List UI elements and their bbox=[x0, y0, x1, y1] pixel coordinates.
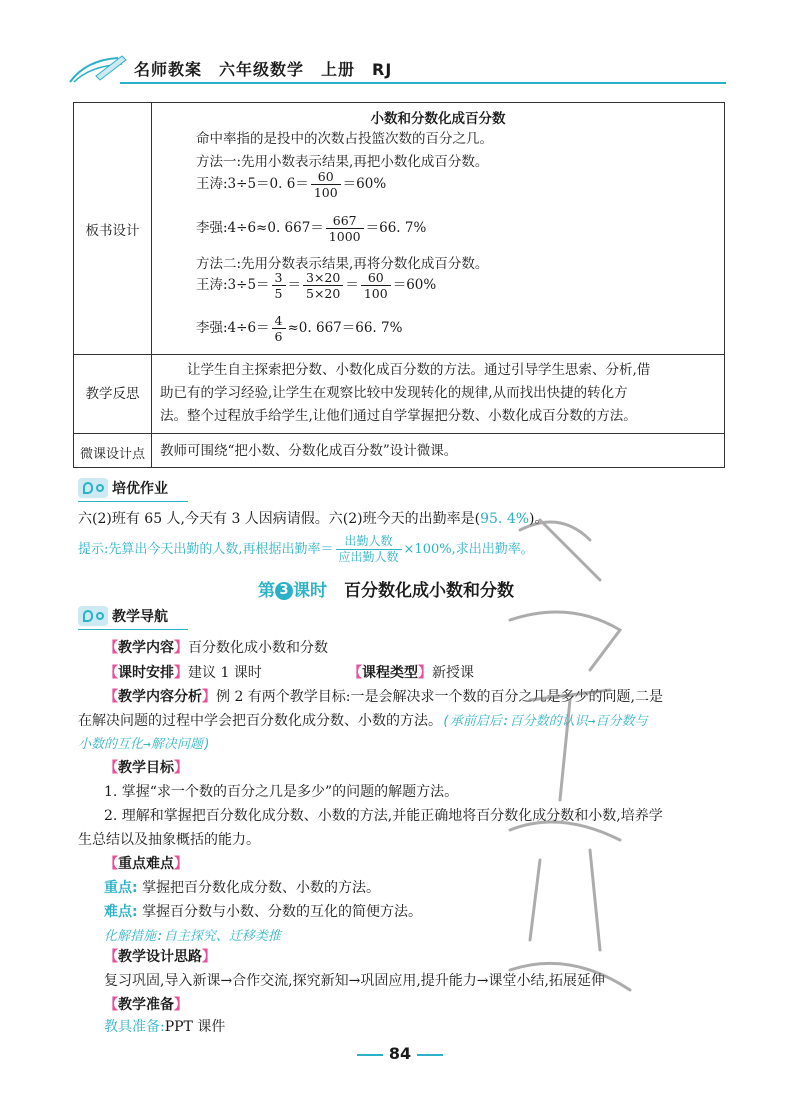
equation-text: ＝60% bbox=[392, 277, 437, 293]
hard-point bbox=[104, 901, 422, 921]
prep-text bbox=[104, 1016, 225, 1036]
fraction-numerator: 667 bbox=[326, 213, 364, 229]
homework-heading bbox=[78, 478, 188, 500]
fraction-denominator: 5×20 bbox=[306, 286, 341, 301]
label-bracket: 【教学内容分析】 bbox=[104, 689, 216, 705]
label-bracket: 【重点难点】 bbox=[104, 856, 188, 872]
fraction bbox=[303, 270, 343, 301]
label-text: 教学内容 bbox=[118, 640, 174, 656]
reflection-line: 法。整个过程放手给学生,让他们通过自学掌握把分数、小数化成百分数的方法。 bbox=[160, 408, 637, 424]
label-text: 教学目标 bbox=[118, 760, 174, 776]
equation-text: 李强:4÷6≈0. 667＝ bbox=[196, 220, 324, 236]
heading-underline bbox=[78, 629, 188, 630]
guide-heading bbox=[78, 606, 188, 628]
page-number-dash bbox=[357, 1054, 383, 1056]
reflection-text bbox=[160, 359, 714, 428]
handwritten-note: 小数的互化→解决问题) bbox=[78, 737, 211, 752]
label-bracket: 【教学准备】 bbox=[104, 997, 188, 1013]
reflection-line: 让学生自主探索把分数、小数化成百分数的方法。通过引导学生思索、分析,借 bbox=[160, 362, 651, 378]
question-text: )。 bbox=[529, 511, 549, 527]
handwritten-note: (承前启后:百分数的认识→百分数与 bbox=[442, 714, 648, 729]
value-text: 百分数化成小数和分数 bbox=[188, 640, 328, 656]
lesson-table bbox=[73, 102, 725, 468]
key-tag: 重点: bbox=[104, 880, 138, 896]
board-equation bbox=[196, 169, 386, 200]
value-text: 掌握把百分数化成分数、小数的方法。 bbox=[142, 880, 381, 896]
fraction-denominator: 5 bbox=[274, 286, 283, 301]
fraction bbox=[326, 213, 364, 244]
label-text: 教学内容分析 bbox=[118, 689, 202, 705]
table-row-divider bbox=[74, 433, 724, 434]
label-text: 教学设计思路 bbox=[118, 949, 202, 965]
value-text: 掌握百分数与小数、分数的互化的简便方法。 bbox=[142, 904, 423, 920]
fraction-numerator: 3 bbox=[272, 270, 286, 286]
micro-label: 微课设计点 bbox=[79, 447, 145, 462]
label-bracket: 【课程类型】 bbox=[348, 665, 432, 681]
label-text: 重点难点 bbox=[118, 856, 174, 872]
pin-icon bbox=[78, 606, 108, 626]
value-text: PPT 课件 bbox=[164, 1019, 226, 1035]
value-text: 建议 1 课时 bbox=[188, 665, 262, 681]
header-divider bbox=[120, 82, 726, 84]
value-text: 新授课 bbox=[432, 665, 474, 681]
table-column-divider bbox=[151, 103, 152, 467]
lesson-prefix: 第 bbox=[258, 581, 275, 601]
page-number-text: 84 bbox=[388, 1044, 412, 1063]
guide-hours bbox=[104, 662, 262, 682]
fraction-numerator: 60 bbox=[361, 270, 391, 286]
homework-heading-text: 培优作业 bbox=[112, 481, 168, 497]
fraction bbox=[272, 313, 286, 344]
board-equation bbox=[196, 313, 402, 344]
design-heading bbox=[104, 946, 216, 966]
homework-hint bbox=[78, 534, 534, 565]
question-text: 六(2)班有 65 人,今天有 3 人因病请假。六(2)班今天的出勤率是( bbox=[78, 511, 481, 527]
lesson-name: 百分数化成小数和分数 bbox=[344, 581, 514, 601]
equation-text: ≈0. 667＝66. 7% bbox=[287, 320, 403, 336]
label-text: 教学准备 bbox=[118, 997, 174, 1013]
hint-text: 提示:先算出今天出勤的人数,再根据出勤率＝ bbox=[78, 542, 334, 557]
homework-answer: 95. 4% bbox=[480, 511, 530, 527]
equation-text: 王涛:3÷5＝0. 6＝ bbox=[196, 176, 309, 192]
guide-content bbox=[104, 637, 328, 657]
goal-item: 1. 掌握“求一个数的百分之几是多少”的问题的解题方法。 bbox=[104, 784, 459, 800]
value-text: 在解决问题的过程中学会把百分数化成分数、小数的方法。 bbox=[78, 713, 442, 729]
label-bracket: 【课时安排】 bbox=[104, 665, 188, 681]
guide-heading-text: 教学导航 bbox=[112, 609, 168, 625]
fraction-numerator: 3×20 bbox=[303, 270, 343, 286]
label-text: 课程类型 bbox=[362, 665, 418, 681]
equation-text: 王涛:3÷5＝ bbox=[196, 277, 270, 293]
fraction bbox=[336, 534, 402, 565]
equation-text: 李强:4÷6＝ bbox=[196, 320, 270, 336]
prep-tag: 教具准备: bbox=[104, 1019, 165, 1035]
heading-underline bbox=[78, 501, 188, 502]
handwritten-note: 化解措施:自主探究、迁移类推 bbox=[104, 929, 281, 944]
board-label: 板书设计 bbox=[85, 223, 140, 239]
label-bracket: 【教学目标】 bbox=[104, 760, 188, 776]
table-row-divider bbox=[74, 354, 724, 355]
equation-text: ＝66. 7% bbox=[365, 220, 427, 236]
fraction-denominator: 6 bbox=[274, 329, 283, 344]
fraction-denominator: 1000 bbox=[328, 229, 361, 244]
pin-icon bbox=[78, 478, 108, 498]
goals-heading bbox=[104, 757, 188, 777]
page-number bbox=[0, 1044, 800, 1063]
reflection-label: 教学反思 bbox=[85, 386, 140, 402]
header-title: 名师教案 六年级数学 上册 RJ bbox=[134, 60, 393, 79]
label-bracket: 【教学内容】 bbox=[104, 640, 188, 656]
board-line: 方法一:先用小数表示结果,再把小数化成百分数。 bbox=[196, 154, 489, 170]
design-text: 复习巩固,导入新课→合作交流,探究新知→巩固应用,提升能力→课堂小结,拓展延伸 bbox=[104, 973, 605, 989]
fraction-denominator: 100 bbox=[313, 185, 338, 200]
board-title: 小数和分数化成百分数 bbox=[370, 111, 506, 127]
micro-text: 教师可围绕“把小数、分数化成百分数”设计微课。 bbox=[160, 443, 458, 459]
board-line: 命中率指的是投中的次数占投篮次数的百分之几。 bbox=[196, 131, 493, 147]
label-bracket: 【教学设计思路】 bbox=[104, 949, 216, 965]
equation-text: ＝60% bbox=[342, 176, 387, 192]
fraction-denominator: 应出勤人数 bbox=[338, 550, 399, 564]
fraction bbox=[272, 270, 286, 301]
reflection-line: 助已有的学习经验,让学生在观察比较中发现转化的规律,从而找出快捷的转化方 bbox=[160, 385, 628, 401]
board-equation: 王涛:3÷5＝ $\frac{3}{5}$ ＝ $\frac{3\times 20}{5\times 20}$ ＝ $\frac{60}{100}$ ＝60% bbox=[196, 270, 437, 301]
fraction-denominator: 100 bbox=[363, 286, 388, 301]
goal-item: 2. 理解和掌握把百分数化成分数、小数的方法,并能正确地将百分数化成分数和小数,培养学 bbox=[104, 808, 663, 824]
fraction-numerator: 出勤人数 bbox=[336, 534, 402, 550]
key-point bbox=[104, 877, 380, 897]
fraction-numerator: 60 bbox=[311, 169, 341, 185]
fraction bbox=[311, 169, 341, 200]
fraction-numerator: 4 bbox=[272, 313, 286, 329]
board-equation bbox=[196, 213, 426, 244]
page-number-dash bbox=[417, 1054, 443, 1056]
goal-item-cont: 生总结以及抽象概括的能力。 bbox=[78, 832, 260, 848]
watermark bbox=[470, 470, 650, 1030]
hint-text: ×100%,求出出勤率。 bbox=[403, 542, 534, 557]
key-heading bbox=[104, 853, 188, 873]
label-text: 课时安排 bbox=[118, 665, 174, 681]
value-text: 例 2 有两个教学目标:一是会解决求一个数的百分之几是多少的问题,二是 bbox=[216, 689, 663, 705]
hard-tag: 难点: bbox=[104, 904, 138, 920]
pen-logo-icon bbox=[66, 52, 128, 86]
guide-type bbox=[348, 662, 474, 682]
header-logo bbox=[66, 52, 128, 86]
prep-heading bbox=[104, 994, 188, 1014]
lesson-suffix: 课时 bbox=[293, 581, 327, 601]
board-line: 方法二:先用分数表示结果,再将分数化成百分数。 bbox=[196, 256, 489, 272]
fraction bbox=[361, 270, 391, 301]
lesson-number-badge: 3 bbox=[275, 582, 293, 600]
